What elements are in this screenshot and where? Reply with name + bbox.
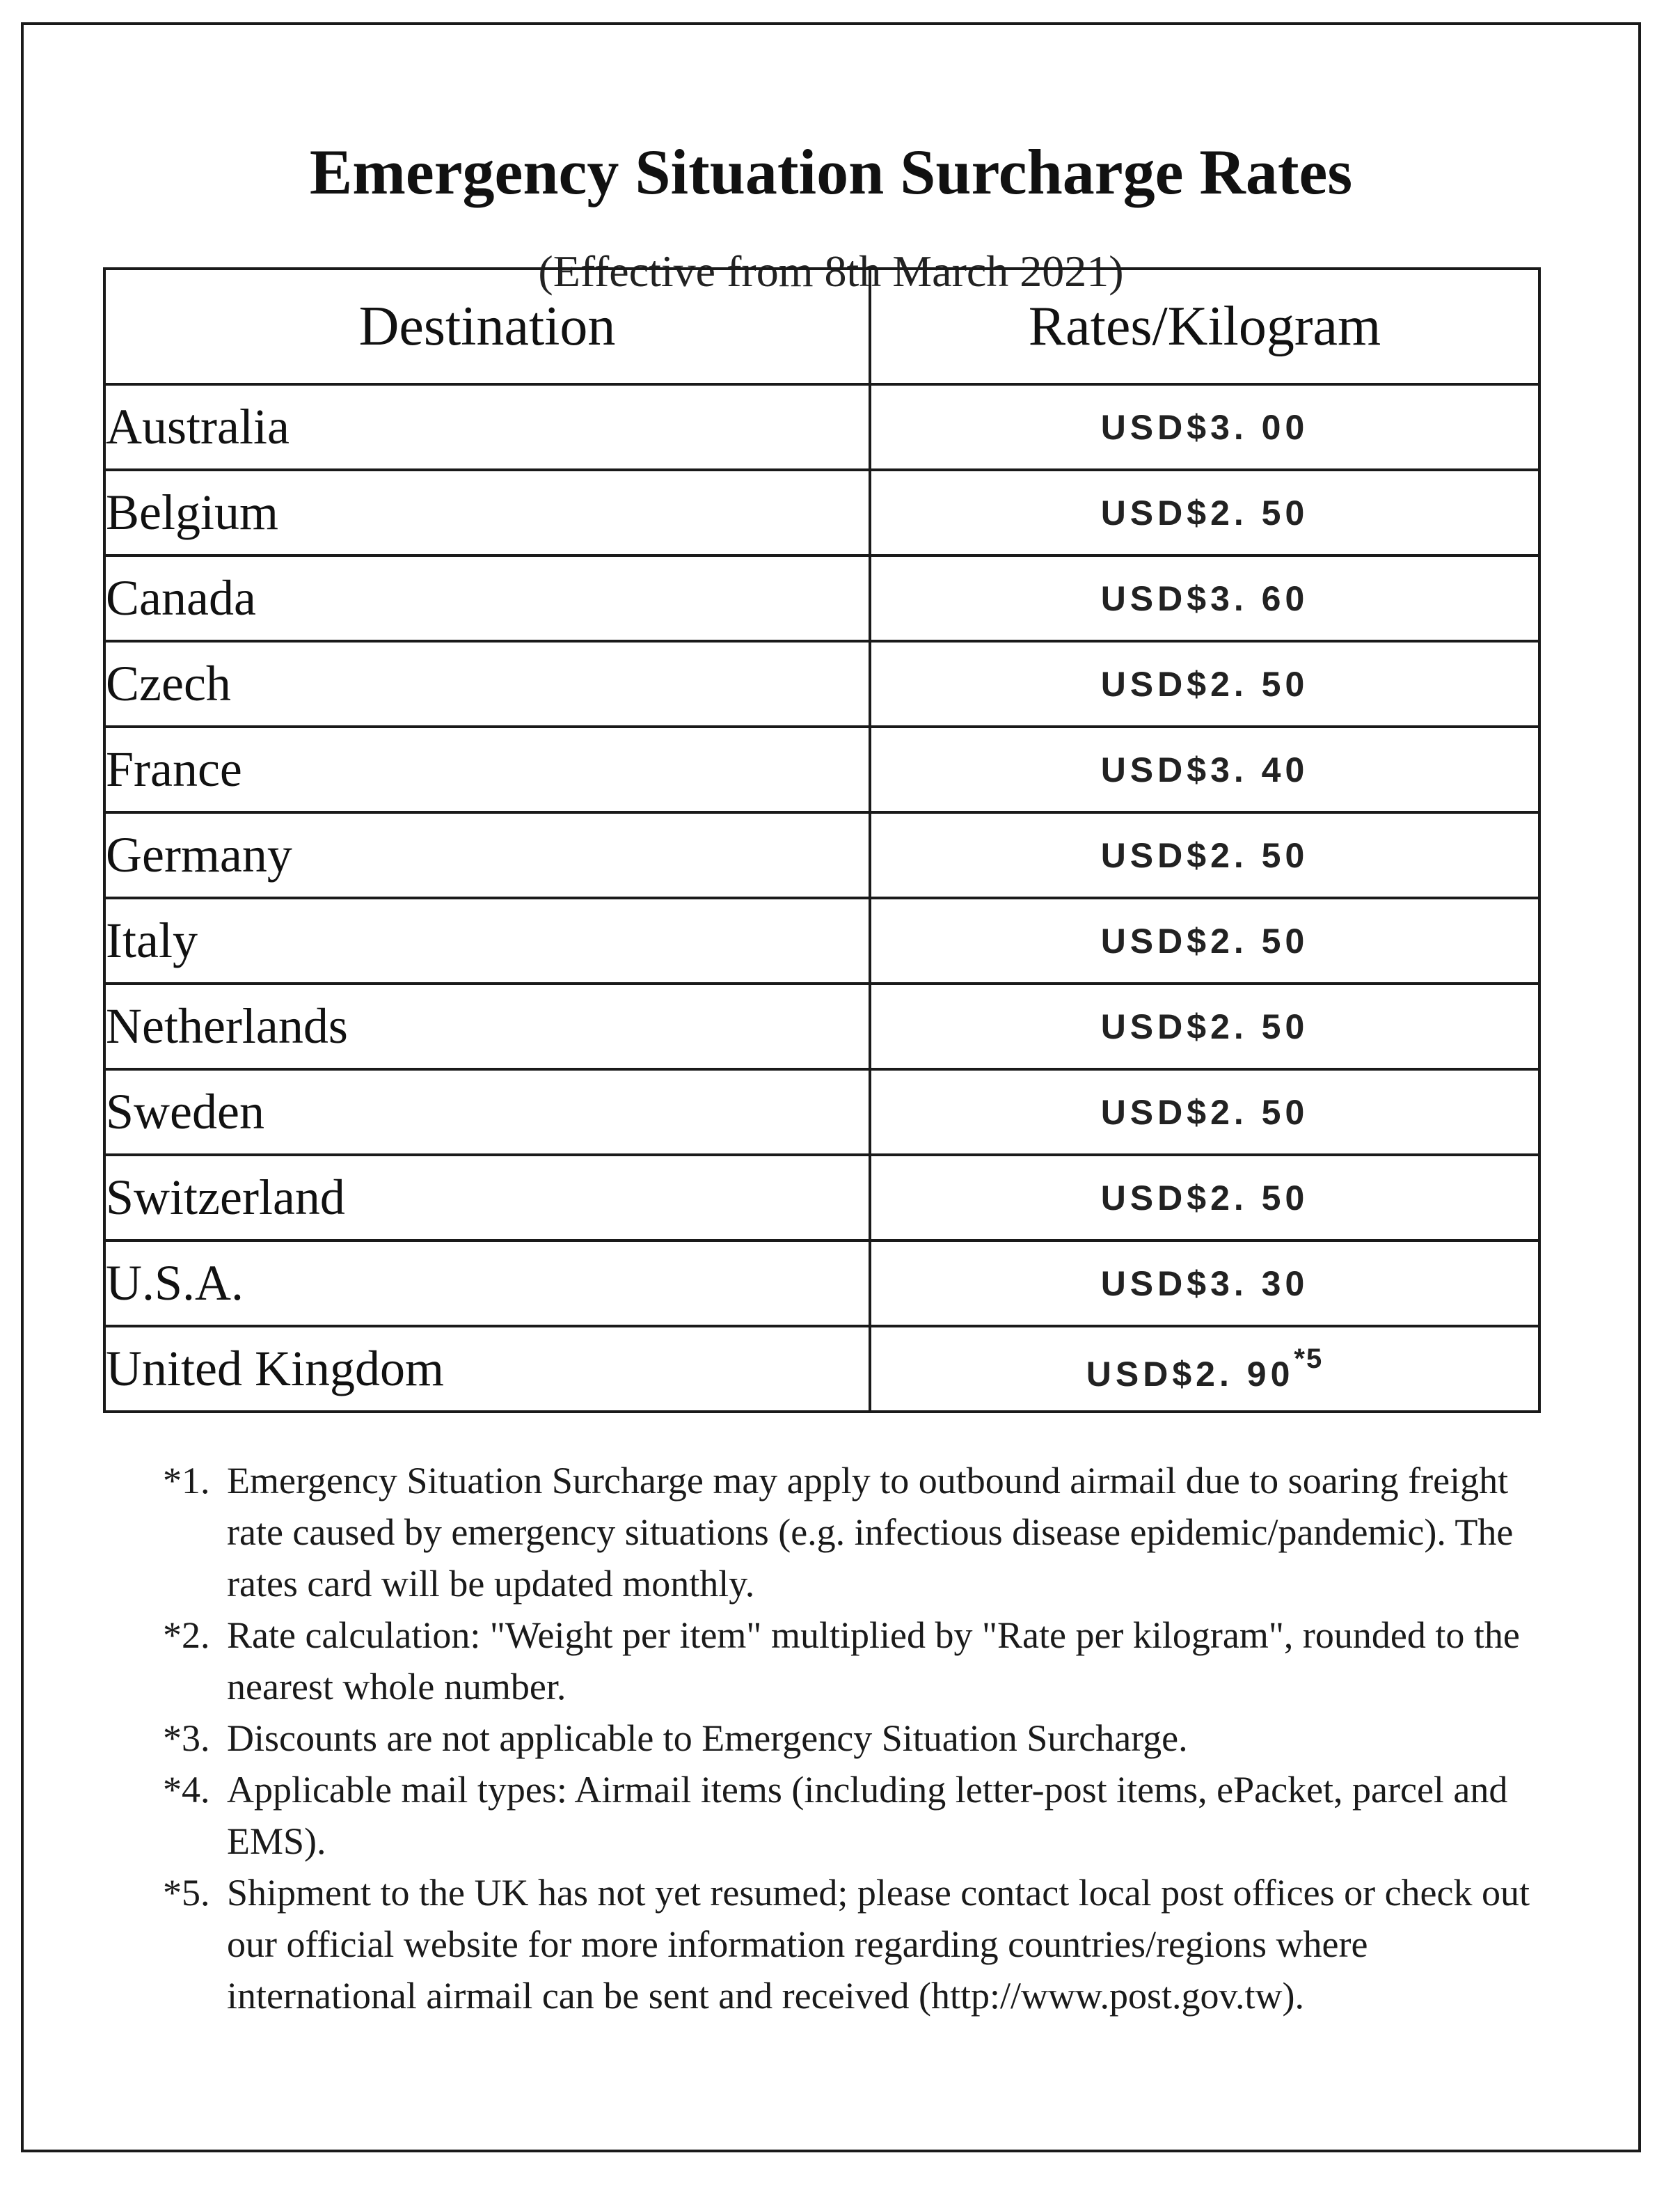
rate-cell <box>870 1069 1539 1155</box>
page-title: Emergency Situation Surcharge Rates <box>309 136 1353 207</box>
destination-cell: Czech <box>104 641 870 727</box>
destination-cell: Canada <box>104 555 870 641</box>
header-destination: Destination <box>104 269 870 384</box>
destination-cell: Italy <box>104 898 870 984</box>
header-rates-per-kilogram: Rates/Kilogram <box>870 269 1539 384</box>
footnote-text: Shipment to the UK has not yet resumed; please contact local post offices or check out our official website for more information regarding countries/regions where international airmail can be sent and received (http://www.post.gov.tw). <box>227 1872 1530 2017</box>
table-row <box>104 984 1539 1069</box>
destination-cell: Netherlands <box>104 984 870 1069</box>
rate-value: USD$3. 40 <box>1100 750 1309 789</box>
table-row <box>104 727 1539 812</box>
effective-date-subtitle: (Effective from 8th March 2021) <box>538 246 1124 296</box>
footnotes <box>163 1455 1541 2021</box>
rate-cell <box>870 641 1539 727</box>
rate-cell <box>870 1155 1539 1240</box>
destination-cell: U.S.A. <box>104 1240 870 1326</box>
rate-cell <box>870 1326 1539 1412</box>
rate-value: USD$2. 50 <box>1100 664 1309 704</box>
footnote-text: Emergency Situation Surcharge may apply to outbound airmail due to soaring freight rate caused by emergency situations (e.g. infectious disease epidemic/pandemic). The rates card will be updated monthly. <box>227 1460 1514 1605</box>
table-row <box>104 812 1539 898</box>
table-row <box>104 1155 1539 1240</box>
rate-value: USD$2. 50 <box>1100 1178 1309 1217</box>
footnote-number: *1. <box>163 1460 210 1502</box>
rate-value: USD$2. 50 <box>1100 1092 1309 1132</box>
destination-cell: United Kingdom <box>104 1326 870 1412</box>
footnote-item <box>163 1609 1541 1712</box>
footnote-number: *4. <box>163 1769 210 1811</box>
footnote-text: Applicable mail types: Airmail items (including letter-post items, ePacket, parcel and EMS). <box>227 1769 1508 1862</box>
rate-cell <box>870 727 1539 812</box>
table-row <box>104 1240 1539 1326</box>
rate-value: USD$2. 50 <box>1100 835 1309 875</box>
footnote-text: Discounts are not applicable to Emergency Situation Surcharge. <box>227 1717 1188 1759</box>
table-row <box>104 898 1539 984</box>
destination-cell: France <box>104 727 870 812</box>
table-header-row <box>104 269 1539 384</box>
surcharge-rates-table <box>103 267 1541 1413</box>
footnote-marker: *5 <box>1294 1343 1324 1374</box>
rate-value: USD$3. 60 <box>1100 578 1309 618</box>
table-row <box>104 384 1539 470</box>
rate-cell <box>870 984 1539 1069</box>
destination-cell: Sweden <box>104 1069 870 1155</box>
rate-cell <box>870 812 1539 898</box>
destination-cell: Belgium <box>104 470 870 555</box>
rate-cell <box>870 384 1539 470</box>
footnote-item <box>163 1867 1541 2021</box>
table-row <box>104 1326 1539 1412</box>
footnote-number: *5. <box>163 1872 210 1914</box>
table-row <box>104 1069 1539 1155</box>
footnote-number: *3. <box>163 1717 210 1759</box>
rate-cell <box>870 470 1539 555</box>
footnote-number: *2. <box>163 1614 210 1656</box>
rate-cell <box>870 898 1539 984</box>
rate-value: USD$2. 50 <box>1100 921 1309 961</box>
rate-value: USD$2. 50 <box>1100 493 1309 533</box>
rate-cell <box>870 1240 1539 1326</box>
table-row <box>104 641 1539 727</box>
rate-value: USD$3. 30 <box>1100 1263 1309 1303</box>
footnote-text: Rate calculation: "Weight per item" multiplied by "Rate per kilogram", rounded to the nearest whole number. <box>227 1614 1520 1708</box>
destination-cell: Switzerland <box>104 1155 870 1240</box>
footnote-item <box>163 1712 1541 1764</box>
table-row <box>104 555 1539 641</box>
destination-cell: Germany <box>104 812 870 898</box>
table-row <box>104 470 1539 555</box>
footnote-item <box>163 1764 1541 1867</box>
footnote-item <box>163 1455 1541 1609</box>
rate-value: USD$2. 50 <box>1100 1007 1309 1046</box>
rate-cell <box>870 555 1539 641</box>
rate-value: USD$2. 90 <box>1086 1355 1294 1394</box>
rate-value: USD$3. 00 <box>1100 407 1309 447</box>
destination-cell: Australia <box>104 384 870 470</box>
